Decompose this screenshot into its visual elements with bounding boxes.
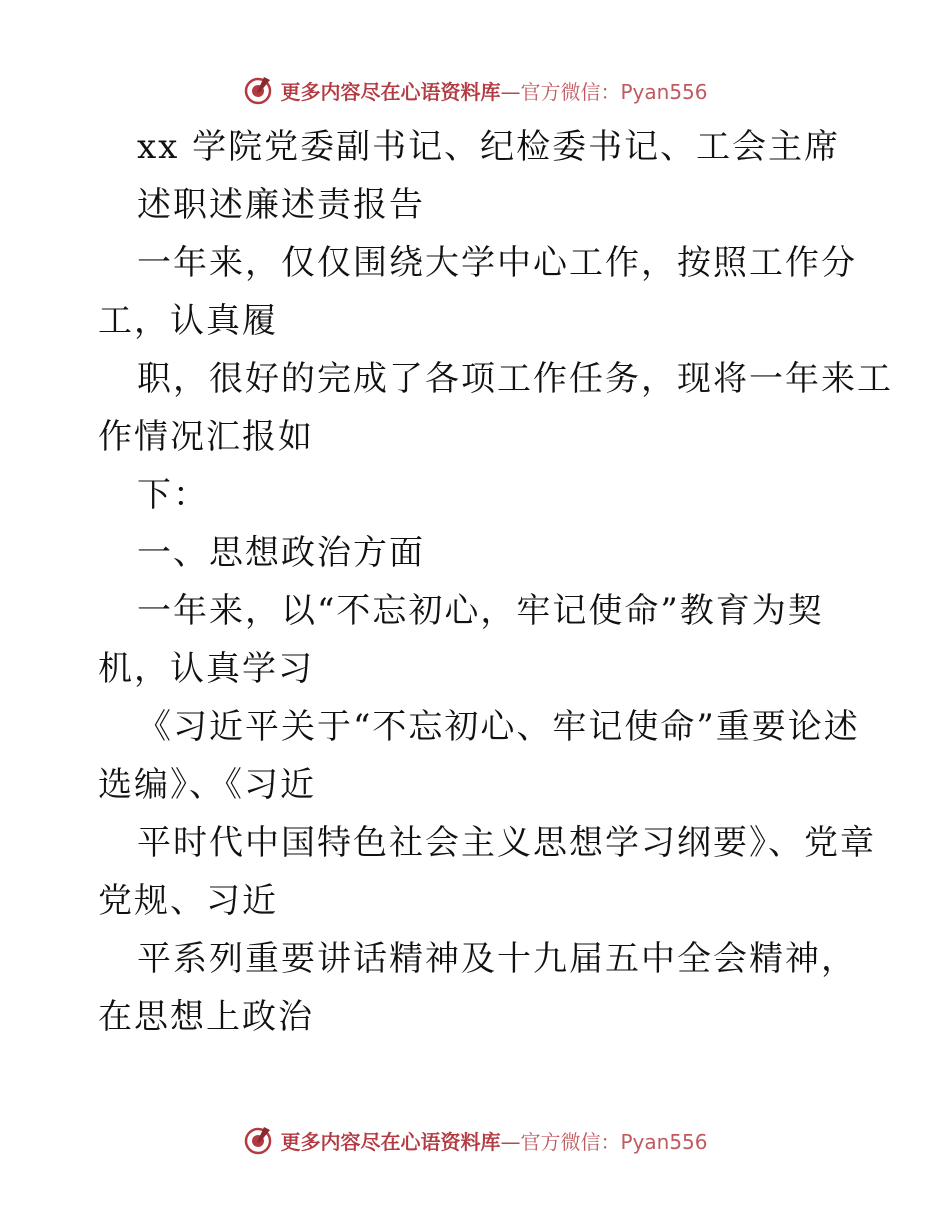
doc-subtitle-line: 述职述廉述责报告 [137, 185, 425, 225]
doc-paragraph-line: 党规、习近 [98, 881, 278, 921]
banner-wechat-label: 官方微信： [520, 79, 621, 104]
doc-paragraph-line: 平时代中国特色社会主义思想学习纲要》、党章 [137, 823, 876, 863]
doc-title-line: xx 学院党委副书记、纪检委书记、工会主席 [137, 127, 841, 167]
banner-text [280, 1126, 707, 1155]
doc-paragraph-line: 选编》、《习近 [98, 765, 316, 805]
banner-wechat-label: 官方微信： [520, 1129, 621, 1154]
doc-paragraph-line: 职，很好的完成了各项工作任务，现将一年来工 [137, 359, 893, 399]
header-watermark-banner [0, 70, 950, 110]
footer-watermark-banner [0, 1120, 950, 1160]
doc-paragraph-line: 在思想上政治 [98, 997, 314, 1037]
banner-dash: — [500, 1129, 521, 1154]
doc-paragraph-line: 一年来，仅仅围绕大学中心工作，按照工作分 [137, 243, 857, 283]
quill-circle-icon [242, 74, 274, 106]
banner-wechat-id: Pyan556 [620, 79, 708, 104]
doc-paragraph-line: 机，认真学习 [98, 649, 314, 689]
banner-wechat-id: Pyan556 [620, 1129, 708, 1154]
quill-circle-icon [242, 1124, 274, 1156]
banner-brand: 更多内容尽在心语资料库 [280, 1129, 501, 1154]
doc-paragraph-line: 平系列重要讲话精神及十九届五中全会精神， [137, 939, 857, 979]
doc-paragraph-line: 《习近平关于“不忘初心、牢记使命”重要论述 [137, 707, 860, 747]
doc-paragraph-line: 工，认真履 [98, 301, 278, 341]
doc-paragraph-line: 下： [137, 475, 209, 515]
doc-paragraph-line: 一年来，以“不忘初心，牢记使命”教育为契 [137, 591, 824, 631]
document-body [0, 118, 950, 1046]
banner-dash: — [500, 79, 521, 104]
banner-text [280, 76, 707, 105]
doc-section-heading: 一、思想政治方面 [137, 533, 425, 573]
banner-brand: 更多内容尽在心语资料库 [280, 79, 501, 104]
doc-paragraph-line: 作情况汇报如 [98, 417, 314, 457]
